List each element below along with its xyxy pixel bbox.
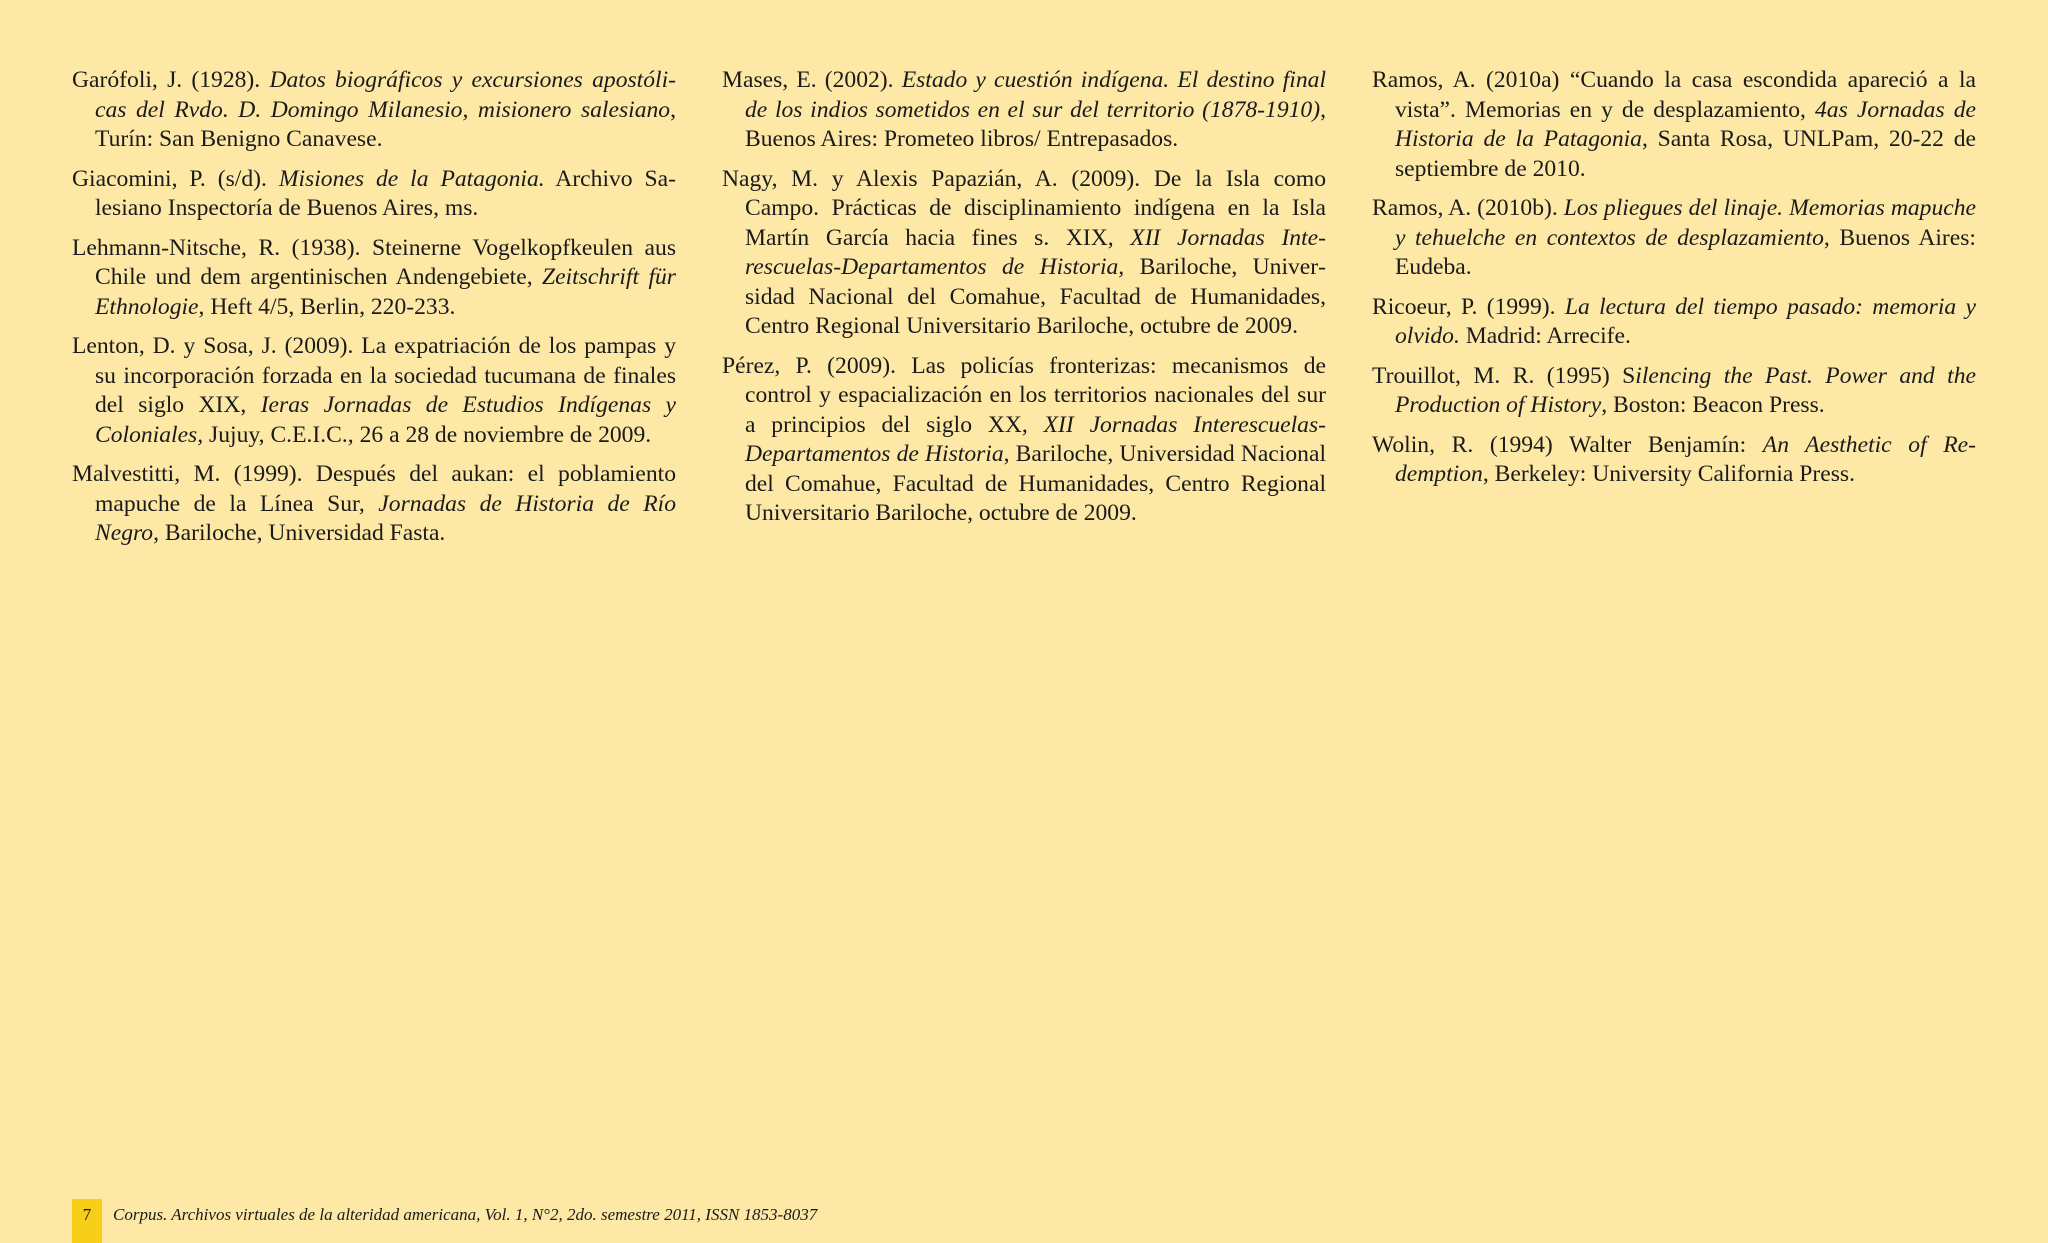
reference-title: Jornadas de Historia de Río Negro (95, 490, 676, 546)
references-columns (72, 66, 1976, 559)
references-column-2 (722, 66, 1326, 559)
reference-entry (72, 66, 676, 155)
reference-entry (72, 460, 676, 549)
reference-title: La lectura del tiempo pasado: memoria y olvido. (1395, 293, 1976, 349)
reference-text: , Bariloche, Universidad Fasta. (153, 520, 446, 546)
reference-title: Zeitschrift für Ethnologie (95, 264, 676, 320)
reference-text: Ramos, A. (2010a) “Cuando la casa escondida apareció a la vista”. Memorias en y de desplazamiento, (1372, 67, 1976, 123)
reference-entry (1372, 66, 1976, 184)
reference-title: Ieras Jornadas de Estudios Indígenas y Coloniales, (95, 392, 676, 448)
reference-text: Ricoeur, P. (1999). (1372, 293, 1565, 320)
reference-text: Jujuy, C.E.I.C., 26 a 28 de noviembre de 2009. (203, 421, 652, 448)
reference-entry (72, 165, 676, 224)
reference-text: Bariloche, Universidad Nacional del Comahue, Facultad de Humanidades, Centro Regional Universitario Bariloche, octubre de 2009. (745, 254, 1326, 339)
reference-entry (722, 165, 1326, 342)
reference-text: , Buenos Aires: Prometeo libros/ Entrepasados. (745, 96, 1326, 152)
reference-entry (72, 332, 676, 450)
reference-text: , Bariloche, Universidad Nacional del Comahue, Facultad de Humanidades, Centro Regional Universitario Bariloche, octubre de 2009. (745, 441, 1326, 526)
reference-text: , Buenos Aires: Eudeba. (1395, 224, 1976, 280)
reference-title: XII Jornadas Interescuelas-Departamentos de Historia, (745, 224, 1326, 280)
reference-entry (722, 352, 1326, 529)
reference-text: , Turín: San Benigno Canavese. (95, 96, 676, 152)
reference-text: Malvestitti, M. (1999). Después del aukan: el poblamiento mapuche de la Línea Sur, (72, 461, 676, 517)
reference-entry (72, 234, 676, 323)
reference-title: An Aesthetic of Redemption (1395, 431, 1976, 487)
reference-text: Pérez, P. (2009). Las policías fronterizas: mecanismos de control y espacialización en los territorios nacionales del sur a principios del siglo XX, (722, 352, 1326, 438)
reference-text: Archivo Salesiano Inspectoría de Buenos Aires, ms. (95, 165, 676, 221)
reference-text: Garófoli, J. (1928). (72, 67, 270, 93)
journal-citation: Corpus. Archivos virtuales de la alteridad americana, Vol. 1, N°2, 2do. semestre 2011, ISSN 1853-8037 (113, 1205, 818, 1224)
reference-text: Giacomini, P. (s/d). (72, 165, 279, 192)
reference-entry (1372, 431, 1976, 490)
references-column-1 (72, 66, 676, 559)
reference-entry (1372, 362, 1976, 421)
reference-text: Trouillot, M. R. (1995) S (1372, 362, 1636, 389)
reference-title: 4as Jornadas de Historia de la Patagonia (1395, 96, 1977, 152)
reference-text: , Santa Rosa, UNLPam, 20-22 de septiembre de 2010. (1395, 126, 1977, 182)
reference-text: , Heft 4/5, Berlin, 220-233. (198, 293, 456, 320)
reference-text: Madrid: Arrecife. (1459, 323, 1631, 349)
page-footer (72, 1199, 817, 1243)
reference-title: Misiones de la Patagonia. (278, 165, 545, 192)
references-column-3 (1372, 66, 1976, 559)
reference-entry (1372, 194, 1976, 283)
reference-entry (722, 66, 1326, 155)
reference-text: Lehmann-Nitsche, R. (1938). Steinerne Vogelkopfkeulen aus Chile und dem argentinischen Andengebiete, (72, 234, 676, 290)
reference-text: Nagy, M. y Alexis Papazián, A. (2009). De la Isla como Campo. Prácticas de disciplinamiento indígena en la Isla Martín García hacia fines s. XIX, (722, 165, 1326, 251)
reference-title: ilencing the Past. Power and the Production of History (1395, 362, 1976, 418)
reference-text: Wolin, R. (1994) Walter Benjamín: (1372, 431, 1763, 458)
reference-text: , Berkeley: University California Press. (1482, 461, 1855, 487)
reference-text: , Boston: Beacon Press. (1601, 392, 1825, 418)
reference-title: Datos biográficos y excursiones apostólicas del Rvdo. D. Domingo Milanesio, misionero salesiano (95, 67, 676, 123)
reference-text: Mases, E. (2002). (722, 67, 902, 93)
reference-title: Estado y cuestión indígena. El destino final de los indios sometidos en el sur del territorio (1878-1910) (745, 67, 1326, 123)
reference-entry (1372, 293, 1976, 352)
reference-text: Ramos, A. (2010b). (1372, 195, 1564, 221)
page-number: 7 (72, 1199, 102, 1243)
reference-title: Los pliegues del linaje. Memorias mapuche y tehuelche en contextos de desplazamiento (1395, 195, 1976, 251)
reference-text: Lenton, D. y Sosa, J. (2009). La expatriación de los pampas y su incorporación forzada en la sociedad tucumana de finales del siglo XIX, (72, 333, 676, 418)
reference-title: XII Jornadas Interescuelas-Departamentos de Historia (745, 411, 1327, 467)
